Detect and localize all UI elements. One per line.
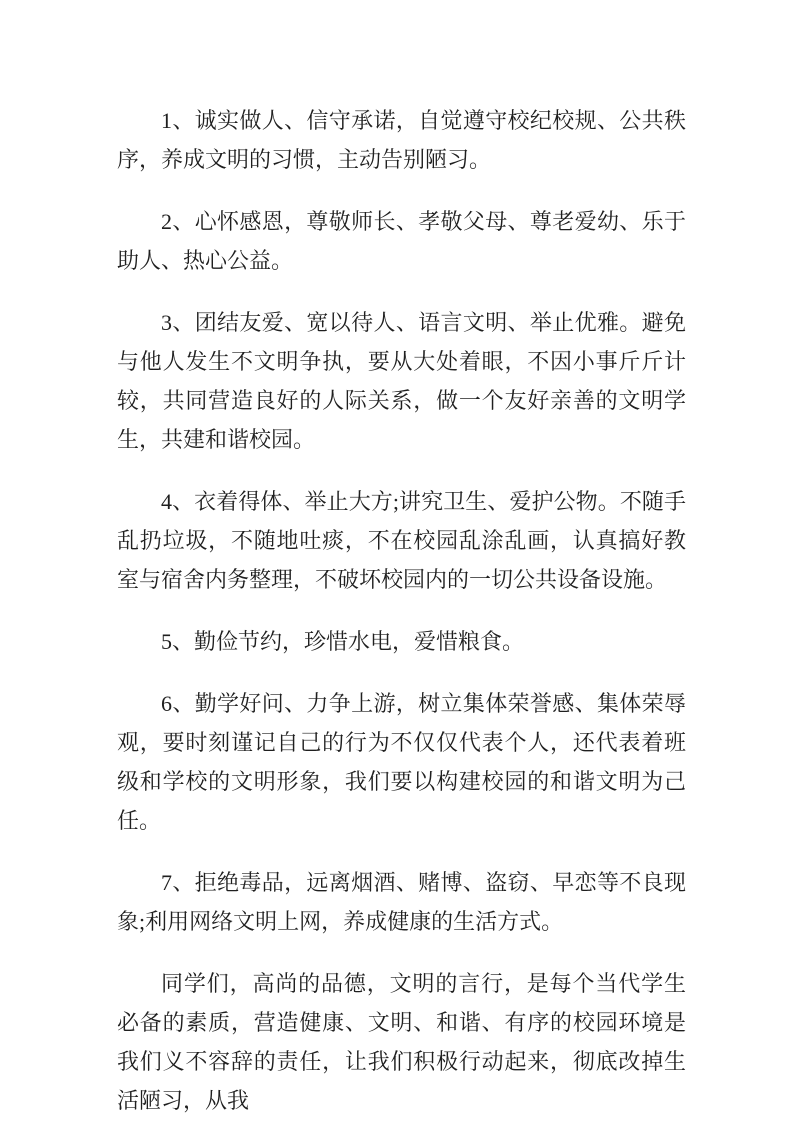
paragraph: 6、勤学好问、力争上游，树立集体荣誉感、集体荣辱观，要时刻谨记自己的行为不仅仅代表个人，还代表着班级和学校的文明形象，我们要以构建校园的和谐文明为己任。	[117, 691, 686, 833]
paragraph: 3、团结友爱、宽以待人、语言文明、举止优雅。避免与他人发生不文明争执，要从大处着眼，不因小事斤斤计较，共同营造良好的人际关系，做一个友好亲善的文明学生，共建和谐校园。	[117, 310, 686, 452]
paragraph: 5、勤俭节约，珍惜水电，爱惜粮食。	[161, 629, 525, 654]
paragraph: 7、拒绝毒品，远离烟酒、赌博、盗窃、早恋等不良现象;利用网络文明上网，养成健康的生活方式。	[117, 870, 686, 934]
paragraph: 2、心怀感恩，尊敬师长、孝敬父母、尊老爱幼、乐于助人、热心公益。	[117, 209, 686, 273]
paragraph: 同学们，高尚的品德，文明的言行，是每个当代学生必备的素质，营造健康、文明、和谐、有序的校园环境是我们义不容辞的责任，让我们积极行动起来，彻底改掉生活陋习，从我	[117, 971, 686, 1113]
paragraph: 4、衣着得体、举止大方;讲究卫生、爱护公物。不随手乱扔垃圾，不随地吐痰，不在校园乱涂乱画，认真搞好教室与宿舍内务整理，不破坏校园内的一切公共设备设施。	[117, 489, 686, 592]
paragraph: 1、诚实做人、信守承诺，自觉遵守校纪校规、公共秩序，养成文明的习惯，主动告别陋习。	[117, 108, 686, 172]
